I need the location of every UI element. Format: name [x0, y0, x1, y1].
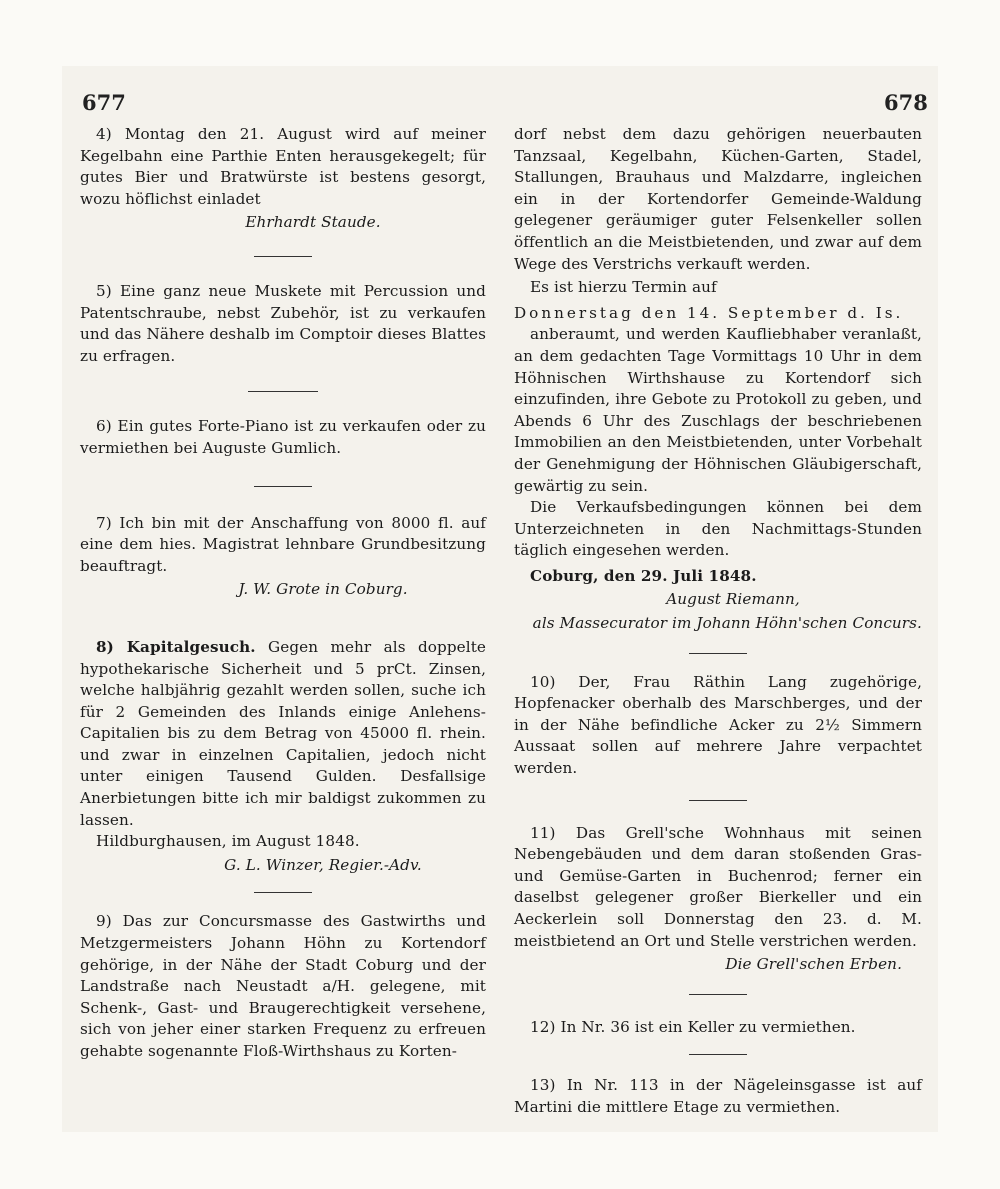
divider: [248, 391, 318, 392]
ad-9-signature-role: als Massecurator im Johann Höhn'schen Concurs.: [532, 614, 922, 633]
ad-8-heading: 8) Kapitalgesuch.: [96, 637, 256, 656]
ad-10-text: 10) Der, Frau Räthin Lang zugehörige, Hopfenacker oberhalb des Marschberges, und der in der Nähe befindliche Acker zu 2½ Simmern Aussaat sollen auf mehrere Jahre verpachtet werden.: [514, 672, 922, 778]
right-column: [514, 124, 922, 1119]
ad-11-signature: Die Grell'schen Erben.: [725, 955, 902, 974]
ad-8-text: [80, 637, 486, 831]
divider: [254, 892, 312, 893]
ad-9-text-2: anberaumt, und werden Kaufliebhaber veranlaßt, an dem gedachten Tage Vormittags 10 Uhr in dem Höhnischen Wirthshause zu Kortendorf sich einzufinden, ihre Gebote zu Protokoll zu geben, und Abends 6 Uhr des Zuschlags der beschriebenen Immobilien an den Meistbietenden, unter Vorbehalt der Genehmigung der Höhnischen Gläubigerschaft, gewärtig zu sein.: [514, 325, 922, 495]
divider: [689, 653, 747, 654]
divider: [689, 994, 747, 995]
divider: [689, 800, 747, 801]
ad-12-text: 12) In Nr. 36 ist ein Keller zu vermiethen.: [530, 1017, 856, 1036]
ad-7-text: 7) Ich bin mit der Anschaffung von 8000 fl. auf eine dem hies. Magistrat lehnbare Grundbesitzung beauftragt.: [80, 513, 486, 575]
ad-4-signature: Ehrhardt Staude.: [245, 213, 381, 232]
ad-5-text: 5) Eine ganz neue Muskete mit Percussion und Patentschraube, nebst Zubehör, ist zu verkaufen und das Nähere deshalb im Comptoir dieses Blattes zu erfragen.: [80, 281, 486, 365]
ad-13-text: 13) In Nr. 113 in der Nägeleinsgasse ist auf Martini die mittlere Etage zu vermiethen.: [514, 1076, 922, 1116]
ad-8-body: Gegen mehr als doppelte hypothekarische Sicherheit und 5 prCt. Zinsen, welche halbjährig gezahlt werden sollen, suche ich für 2 Gemeinden des Inlands einige Anlehens-Capitalien bis zu dem Betrag von 45000 fl. rhein. und zwar in einzelnen Capitalien, jedoch nicht unter einigen Tausend Gulden. Desfallsige Anerbietungen bitte ich mir baldigst zukommen zu lassen.: [80, 637, 486, 829]
divider: [254, 486, 312, 487]
divider: [689, 1054, 747, 1055]
ad-9-date-line: Donnerstag den 14. September d. Is.: [514, 303, 904, 322]
ad-6-text: 6) Ein gutes Forte-Piano ist zu verkaufen oder zu vermiethen bei Auguste Gumlich.: [80, 417, 486, 457]
ad-9-termin: Es ist hierzu Termin auf: [530, 278, 717, 297]
divider: [254, 256, 312, 257]
ad-9-place-date: Coburg, den 29. Juli 1848.: [530, 566, 757, 585]
ad-9-continued-text: dorf nebst dem dazu gehörigen neuerbauten Tanzsaal, Kegelbahn, Küchen-Garten, Stadel, Stallungen, Brauhaus und Malzdarre, ingleichen ein in der Kortendorfer Gemeinde-Waldung gelegener geräumiger guter Felsenkeller sollen öffentlich an die Meistbietenden, und zwar auf dem Wege des Verstrichs verkauft werden.: [514, 125, 922, 273]
left-column: [80, 124, 486, 1063]
ad-11-text: 11) Das Grell'sche Wohnhaus mit seinen Nebengebäuden und dem daran stoßenden Gras- und Gemüse-Garten in Buchenrod; ferner ein daselbst gelegener großer Bierkeller und ein Aeckerlein soll Donnerstag den 23. d. M. meistbietend an Ort und Stelle verstrichen werden.: [514, 823, 922, 950]
ad-9-text-3: Die Verkaufsbedingungen können bei dem Unterzeichneten in den Nachmittags-Stunden täglich eingesehen werden.: [514, 498, 922, 560]
ad-4-text: 4) Montag den 21. August wird auf meiner Kegelbahn eine Parthie Enten herausgekegelt; für gutes Bier und Bratwürste ist bestens gesorgt, wozu höflichst einladet: [80, 125, 486, 208]
ad-8-signature: G. L. Winzer, Regier.-Adv.: [224, 855, 422, 874]
ad-9-signature-name: August Riemann,: [666, 590, 800, 609]
page-number-right: 678: [884, 90, 928, 115]
ad-8-place-date: Hildburghausen, im August 1848.: [96, 832, 360, 851]
ad-7-signature: J. W. Grote in Coburg.: [238, 580, 408, 599]
page-number-left: 677: [82, 90, 126, 115]
spacer: [80, 601, 486, 637]
ad-9-text: 9) Das zur Concursmasse des Gastwirths und Metzgermeisters Johann Höhn zu Kortendorf gehörige, in der Nähe der Stadt Coburg und der Landstraße nach Neustadt a/H. gelegene, mit Schenk-, Gast- und Braugerechtigkeit versehene, sich von jeher einer starken Frequenz zu erfreuen gehabte sogenannte Floß-Wirthshaus zu Korten-: [80, 912, 486, 1060]
